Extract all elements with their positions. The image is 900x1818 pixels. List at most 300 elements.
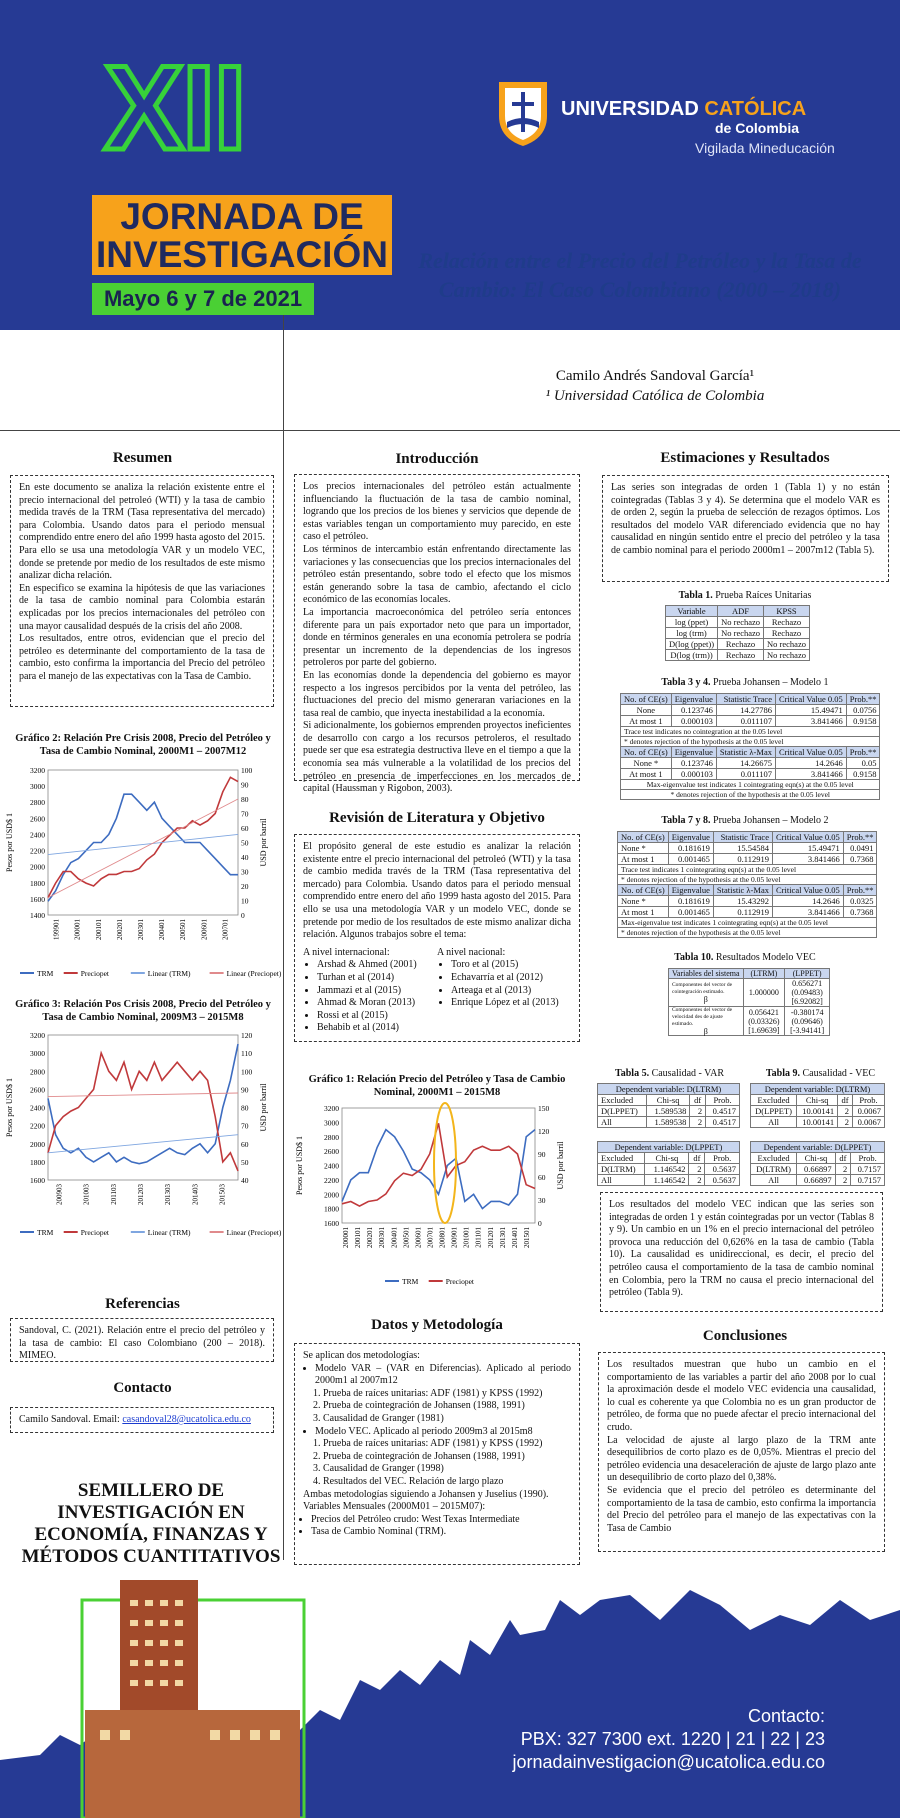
revision-text: El propósito general de este estudio es analizar la relación existente entre el precio internacional del petroleó (WTI) y la tasa de cambio medida través de la TRM (Tasa representativa del mercado) para Colombia. Usando datos para el periodo mensual comprendido entre enero del año 1999 hasta agosto del 2015. Para ello se usa una metodología VAR y un modelo VEC, donde se pretende por medio de los resultados de este mismo analizar dicha relación. Algunos trabajos sobre el tema: [303,841,571,941]
referencias-box: Sandoval, C. (2021). Relación entre el precio del petróleo y la tasa de cambio: El caso Colombiano (200 – 2018). MIMEO. [10,1318,274,1362]
x-tick-label: 200001 [342,1227,351,1248]
y2-tick-label: 90 [241,1085,249,1095]
x-tick-label: 201301 [498,1227,507,1248]
table-cell: 1.000000 [743,979,785,1007]
x-tick-label: 200601 [200,919,209,940]
y-tick-label: 2200 [30,1121,45,1131]
list-item: • Enrique López et al (2013) [451,997,571,1010]
y2-tick-label: 90 [241,780,249,790]
t10-value: (0.03326) [748,1016,780,1026]
table-cell: No rechazo [718,617,764,628]
table-note: * denotes rejection of the hypothesis at the 0.05 level [621,737,880,747]
footer-email[interactable]: jornadainvestigacion@ucatolica.edu.co [512,1752,825,1772]
table-cell: Excluded [751,1153,797,1164]
legend-label: Linear (Preciopet) [226,969,282,978]
revision-nac-list [451,959,571,1009]
conclusion-para: Se evidencia que el precio del petróleo es determinante del comportamiento de la tasa de cambio, esto confirma la importancia del Precio del petróleo para el manejo de las expectativas con la Tasa de Cambio [607,1484,876,1534]
y-tick-label: 3200 [324,1104,339,1113]
y-tick-label: 3200 [30,1031,45,1040]
y-tick-label: 1600 [324,1219,339,1228]
y-tick-label: 2800 [30,1067,45,1077]
event-name-line1: JORNADA DE [120,196,364,237]
t10-r1-label: Componentes del vector de cointegración estimado. [672,982,733,995]
tabla9-caption-text: Causalidad - VEC [800,1068,876,1079]
y2-tick-label: 30 [241,867,249,877]
table-header: Statistic λ-Max [716,747,775,758]
y2-tick-label: 150 [538,1104,550,1113]
x-tick-label: 200401 [390,1227,399,1248]
table-cell: At most 1 [618,907,669,918]
series-line-trm [48,794,238,901]
y2-tick-label: 50 [241,838,249,848]
introduccion-box [294,474,580,795]
table-header: Dependent variable: D(LTRM) [751,1084,885,1095]
revision-intl-label: A nivel internacional: [303,946,390,958]
t10-value: (0.09483) [791,988,823,997]
y-tick-label: 2600 [324,1147,339,1157]
x-tick-label: 201103 [109,1184,118,1205]
x-tick-label: 199901 [52,919,61,940]
table-cell: 1.146542 [645,1175,689,1186]
university-sub: de Colombia [715,120,800,136]
table-cell: None * [618,896,669,907]
table-cell: 2 [835,1175,851,1186]
y2-tick-label: 80 [241,795,249,804]
table-cell: 0.123746 [671,758,716,769]
table-cell: At most 1 [621,716,672,727]
y-tick-label: 2600 [30,814,45,824]
plot-frame [48,770,238,915]
legend-label: Linear (TRM) [147,969,191,978]
x-tick-label: 201401 [510,1227,519,1248]
list-item: • Echavarría et al (2012) [451,972,571,985]
table-header: ADF [718,606,764,617]
tabla5a [597,1083,740,1128]
tabla5-label: Tabla 5. [614,1068,650,1079]
x-tick-label: 200301 [137,919,145,940]
table-cell: 0.5637 [705,1164,740,1175]
y-tick-label: 2400 [30,830,45,840]
table-cell: None * [621,758,672,769]
conclusion-para: Los resultados muestran que hubo un cambio en el comportamiento de las variables a partir del año 2008 por lo cual la aproximación desde el modelo VEC evidencia una causalidad, lo cual es coherente ya que Colombia no es un gran productor de petróleo, de forma que no puede afectar el precio internacional del crudo. [607,1359,876,1433]
x-tick-label: 201403 [191,1184,200,1205]
table-cell: Chi-sq [797,1153,835,1164]
table-cell: None [621,705,672,716]
t10-value: 0.656271 [792,979,823,988]
list-item: 2. Prueba de cointegración de Johansen (1988, 1991) [323,1400,571,1413]
table-cell: All [751,1175,797,1186]
datos-vars [311,1514,571,1539]
y2-tick-label: 120 [241,1031,253,1040]
table-header: (LTRM) [743,969,785,979]
tabla1-caption-text: Prueba Raíces Unitarias [712,590,812,601]
x-tick-label: 200101 [94,919,103,940]
author-affiliation: ¹ Universidad Católica de Colombia [545,388,765,404]
x-tick-label: 201503 [218,1184,227,1205]
table-cell: 15.49471 [772,843,843,854]
x-tick-label: 200201 [366,1227,375,1248]
table-header: No. of CE(s) [621,694,672,705]
table-cell: 3.841466 [775,716,846,727]
table-cell: 14.2646 [775,758,846,769]
table-cell: 0.011107 [716,716,775,727]
footer-contact-label: Contacto: [747,1706,825,1726]
grafico1-chart [290,1103,585,1288]
x-tick-label: 201203 [137,1184,145,1205]
table-cell: Chi-sq [645,1153,689,1164]
table-cell: Prob. [705,1153,740,1164]
table-cell: 0.9158 [846,716,880,727]
table-cell: 1.146542 [645,1164,689,1175]
legend-label: Linear (Preciopet) [226,1228,282,1237]
list-item: • Behabib et al (2014) [317,1022,437,1035]
table-header: Eigenvalue [668,885,713,896]
x-tick-label: 200301 [378,1227,387,1248]
y2-tick-label: 60 [538,1173,546,1182]
table-cell: 0.66897 [797,1175,835,1186]
grafico3-chart [0,1030,284,1245]
table-cell: 0.4517 [706,1117,740,1128]
y2-tick-label: 50 [241,1157,249,1167]
table-header: Prob.** [846,747,880,758]
table-cell: All [598,1117,647,1128]
footer-phone: PBX: 327 7300 ext. 1220 | 21 | 22 | 23 [520,1729,825,1749]
table-cell: D(log (ppet)) [666,639,718,650]
list-item: 3. Causalidad de Granger (1981) [323,1413,571,1426]
author-name: Camilo Andrés Sandoval García¹ [555,368,755,384]
y2-tick-label: 70 [241,1121,249,1131]
table-cell: D(LTRM) [598,1164,645,1175]
series-line-linear-preciopet- [48,799,238,898]
x-tick-label: 201303 [164,1184,173,1205]
tabla9-label: Tabla 9. [765,1068,800,1079]
x-tick-label: 201101 [474,1227,483,1248]
datos-var-steps [323,1388,571,1426]
y2-axis-label: USD por barril [556,1141,565,1190]
tabla10-caption-text: Resultados Modelo VEC [713,952,816,963]
series-line-trm [342,1130,535,1209]
table-cell: 0.7157 [851,1175,885,1186]
university-vigilada: Vigilada Mineducación [695,140,835,156]
table-cell: 2 [690,1117,706,1128]
table-cell: All [751,1117,797,1128]
vec-results-box: Los resultados del modelo VEC indican que las series son integradas de orden 1 y están cointegradas por un vector (Tablas 8 y 9). Un cambio en un 1% en el precio internacional del petróleo provoca una reducción del 0,626% en la tasa de cambio (Tabla 10). La causalidad es unidireccional, es decir, el precio del petróleo causa el comportamiento de la tasa de cambio nominal en Colombia, pero la TRM no causa el precio internacional del petróleo (Tabla 9). [600,1192,883,1312]
table-cell: No rechazo [764,639,810,650]
legend-label: Preciopet [445,1277,475,1286]
table-header: No. of CE(s) [621,747,672,758]
revision-heading: Revisión de Literatura y Objetivo [329,810,545,826]
tabla5-caption-text: Causalidad - VAR [649,1068,724,1079]
table-cell: 0.7368 [843,854,877,865]
x-tick-label: 200701 [221,919,230,940]
table-cell: 0.181619 [668,843,713,854]
intro-para: En las economías donde la dependencia del gobierno es mayor respecto a los ingresos percibidos por la venta del petróleo, las fluctuaciones del precio del mismo generaran variaciones en la tasa real de cambio, que inyecta inestabilidad a la economía. [303,669,571,719]
table-cell: Excluded [751,1095,797,1106]
beta-symbol: β [703,995,708,1004]
table-cell: 0.4517 [706,1106,740,1117]
table-cell: 2 [838,1117,853,1128]
resumen-heading: Resumen [112,450,173,466]
list-item: • Arteaga et al (2013) [451,985,571,998]
poster-header [0,0,900,430]
legend-label: TRM [37,1228,54,1237]
y-axis-label: Pesos por USD$ 1 [5,813,14,872]
table-note: * denotes rejection of the hypothesis at the 0.05 level [621,790,880,800]
y2-tick-label: 20 [241,882,249,891]
resumen-box [10,475,274,707]
x-tick-label: 200601 [414,1227,423,1248]
university-name-a: UNIVERSIDAD [561,98,705,120]
table-cell: 15.54584 [713,843,772,854]
table-cell: 0.123746 [671,705,716,716]
list-item: • Rossi et al (2015) [317,1010,437,1023]
datos-vec [315,1426,571,1439]
event-name [92,195,392,275]
table-cell: 15.43292 [713,896,772,907]
t10-value: -0.380174 [790,1007,824,1017]
y2-tick-label: 0 [538,1219,542,1228]
table-header: Statistic λ-Max [713,885,772,896]
table-cell: Excluded [598,1153,645,1164]
table-cell: 0.0491 [843,843,877,854]
table-cell: df [835,1153,851,1164]
table-cell: No rechazo [764,650,810,661]
y-tick-label: 2200 [324,1175,339,1185]
y-tick-label: 1800 [324,1204,339,1214]
y-tick-label: 2800 [30,798,45,808]
event-name-line2: INVESTIGACIÓN [96,234,388,275]
tabla9a [750,1083,885,1128]
table-cell: 3.841466 [772,854,843,865]
legend-label: Preciopet [80,969,110,978]
table-cell [669,1007,744,1036]
y2-tick-label: 60 [241,824,249,833]
table-cell: 0.66897 [797,1164,835,1175]
x-tick-label: 200501 [179,919,188,940]
grafico1-title: Gráfico 1: Relación Precio del Petróleo y Tasa de Cambio Nominal, 2000M1 – 2015M8 [308,1074,566,1098]
table-header: No. of CE(s) [618,885,669,896]
list-item: • Modelo VEC. Aplicado al periodo 2009m3 al 2015m8 [315,1426,571,1439]
x-tick-label: 200401 [158,919,167,940]
table-cell [669,979,744,1007]
table-cell: 2 [838,1106,853,1117]
tabla5-caption [597,1068,742,1079]
table-note: * denotes rejection of the hypothesis at the 0.05 level [618,928,877,938]
resumen-para: Los resultados, entre otros, evidencian que el precio del petróleo es determinante del comportamiento de la tasa de cambio, esto confirma la importancia del Precio del petróleo para el manejo de las expectativas con la Tasa de Cambio. [19,633,265,682]
y2-axis-label: USD por barril [259,818,268,867]
table-cell [785,1007,830,1036]
table-cell: 14.2646 [772,896,843,907]
event-number: XII [104,41,245,175]
list-item: • Toro et al (2015) [451,959,571,972]
table-cell: df [838,1095,853,1106]
y2-tick-label: 80 [241,1103,249,1113]
footer-skyline [0,1560,900,1818]
legend-label: TRM [37,969,54,978]
y2-tick-label: 60 [241,1139,249,1149]
table-header: Eigenvalue [668,832,713,843]
y-tick-label: 1400 [30,911,45,920]
table-cell: At most 1 [621,769,672,780]
table-note: Max-eigenvalue test indicates 1 cointegrating eqn(s) at the 0.05 level [621,780,880,790]
conclusiones-box [598,1352,885,1552]
legend-label: Preciopet [80,1228,110,1237]
t10-value: 0.056421 [748,1007,779,1017]
datos-var [315,1363,571,1388]
event-date: Mayo 6 y 7 de 2021 [92,283,314,315]
table-note: * denotes rejection of the hypothesis at the 0.05 level [618,875,877,885]
table-cell: 3.841466 [772,907,843,918]
table-cell [785,979,830,1007]
tabla34-label: Tabla 3 y 4. [661,677,711,688]
table-cell: log (ppet) [666,617,718,628]
table-cell: 0.011107 [716,769,775,780]
list-item: 2. Prueba de cointegración de Johansen (1988, 1991) [323,1451,571,1464]
shield-icon [495,78,551,148]
contacto-box [10,1407,274,1433]
table-header: Critical Value 0.05 [775,694,846,705]
table-header: Prob.** [843,885,877,896]
contact-email-link[interactable]: casandoval28@ucatolica.edu.co [122,1414,251,1425]
t10-value: [6.92082] [791,997,823,1006]
series-line-linear-preciopet- [48,1093,238,1097]
x-tick-label: 201201 [486,1227,495,1248]
y2-tick-label: 0 [241,911,245,920]
table-cell: Prob. [851,1153,885,1164]
table-cell: 2 [690,1106,706,1117]
table-cell: 0.0067 [852,1106,884,1117]
y-tick-label: 1600 [30,894,45,904]
table-header: Statistic Trace [713,832,772,843]
y-tick-label: 1600 [30,1176,45,1185]
revision-intl-list [317,959,437,1035]
table-cell: 0.9158 [846,769,880,780]
tabla9b [750,1141,885,1186]
table-cell: 0.7157 [851,1164,885,1175]
y2-tick-label: 100 [241,766,253,775]
tabla10-label: Tabla 10. [674,952,714,963]
grafico3-title: Gráfico 3: Relación Pos Crisis 2008, Precio del Petróleo y Tasa de Cambio Nominal, 2009M3 – 2015M8 [15,999,271,1023]
y2-tick-label: 30 [538,1196,546,1205]
y-tick-label: 2000 [30,862,45,872]
datos-box [294,1343,580,1565]
table-cell: 1.589538 [646,1117,689,1128]
table-header: Dependent variable: D(LPPET) [598,1142,740,1153]
y-tick-label: 3000 [30,782,45,792]
list-item: 3. Causalidad de Granger (1998) [323,1463,571,1476]
table-cell: Prob. [852,1095,884,1106]
revision-box [294,834,580,1042]
table-header: Eigenvalue [671,747,716,758]
list-item: • Turhan et al (2014) [317,972,437,985]
datos-after: Ambas metodologías siguiendo a Johansen y Juselius (1990). [303,1488,549,1500]
y2-axis-label: USD por barril [259,1083,268,1132]
y-axis-label: Pesos por USD$ 1 [5,1078,14,1137]
datos-intro: Se aplican dos metodologías: [303,1350,420,1361]
tabla78-label: Tabla 7 y 8. [661,815,711,826]
table-note: Trace test indicates no cointegration at the 0.05 level [621,727,880,737]
grafico2-title: Gráfico 2: Relación Pre Crisis 2008, Precio del Petróleo y Tasa de Cambio Nominal, 2000M1 – 2007M12 [15,733,271,757]
table-header: Prob.** [846,694,880,705]
table-cell: 2 [835,1164,851,1175]
table-cell: D(log (trm)) [666,650,718,661]
table-header: Critical Value 0.05 [772,885,843,896]
table-header: Critical Value 0.05 [772,832,843,843]
x-tick-label: 201501 [522,1227,531,1248]
legend-label: TRM [402,1277,419,1286]
contacto-heading: Contacto [113,1380,172,1396]
table-header: No. of CE(s) [618,832,669,843]
y-tick-label: 3000 [324,1118,339,1128]
table-cell [743,1007,785,1036]
table-cell: 3.841466 [775,769,846,780]
tabla34 [620,693,880,800]
table-header: Prob.** [843,832,877,843]
tabla1-label: Tabla 1. [678,590,713,601]
y-tick-label: 2800 [324,1132,339,1142]
table-cell: No rechazo [718,628,764,639]
intro-para: Los precios internacionales del petróleo están actualmente influenciando la fluctuación de la tasa de cambio nominal, logrando que los precios de los bienes y servicios que depende de estas variables tengan un comportamiento muy parecido, en este caso el petróleo. [303,481,571,543]
table-cell: D(LPPET) [751,1106,797,1117]
tabla78-caption-text: Prueba Johansen – Modelo 2 [710,815,829,826]
revision-nac-label: A nivel nacional: [437,946,506,958]
t10-r2-label: Componentes del vector de velocidad des de ajuste estimado. [672,1007,733,1027]
resumen-para: En este documento se analiza la relación existente entre el precio internacional del petroleó (WTI) y la tasa de cambio medida través de la TRM (Tasa representativa del mercado) para Colombia. Usando datos para el periodo mensual comprendido entre enero del año 1999 hasta agosto del 2015. Para ello se usa una metodología VAR y un modelo VEC, donde se pretende por medio de los resultados de este mismo analizar dicha relación. [19,482,265,582]
tabla34-caption [600,677,890,688]
conclusiones-heading: Conclusiones [702,1328,788,1344]
y2-tick-label: 90 [538,1150,546,1159]
table-header: (LPPET) [785,969,830,979]
table-header: Dependent variable: D(LPPET) [751,1142,885,1153]
table-cell: D(LPPET) [598,1106,647,1117]
plot-frame [48,1035,238,1180]
table-cell: 15.49471 [775,705,846,716]
list-item: 1. Prueba de raíces unitarias: ADF (1981) y KPSS (1992) [323,1388,571,1401]
table-cell: 0.000103 [671,769,716,780]
y2-tick-label: 100 [241,1067,253,1077]
y-tick-label: 2400 [324,1161,339,1171]
resumen-para: En especifico se examina la hipótesis de que las variaciones de la tasa de cambio nominal para Colombia estarán explicadas por los precios internacionales del petróleo con una mayor causalidad después de la crisis del año 2008. [19,582,265,632]
table-cell: 0.7368 [843,907,877,918]
building-base [85,1710,300,1818]
footer-contact [495,1705,825,1774]
table-cell: 0.5637 [705,1175,740,1186]
table-cell: df [689,1153,705,1164]
tabla1-caption [600,590,890,601]
tabla78 [617,831,877,938]
x-tick-label: 200101 [354,1227,363,1248]
y2-tick-label: 40 [241,1176,249,1185]
table-header: Eigenvalue [671,694,716,705]
table-cell: At most 1 [618,854,669,865]
y-tick-label: 3200 [30,766,45,775]
table-cell: 10.00141 [797,1106,838,1117]
y2-tick-label: 110 [241,1049,252,1059]
y-tick-label: 2400 [30,1103,45,1113]
intro-para: Los términos de intercambio están enfrentando directamente las variaciones y las consecuencias que los precios internacionales del petróleo están presentando, sobre todo el efecto que los mismos están generando sobre la tasa de cambio, afectando el ciclo económico de las economías locales. [303,543,571,606]
poster-title: Relación entre el Precio del Petróleo y la Tasa de Cambio: El Caso Colombiano (2000 – 2018) [418,248,862,302]
table-header: Statistic Trace [716,694,775,705]
series-line-preciopet [48,1053,238,1171]
introduccion-heading: Introducción [395,451,479,467]
table-cell: Chi-sq [646,1095,689,1106]
header-divider [0,430,900,431]
datos-vec-steps [323,1438,571,1488]
table-header: KPSS [764,606,810,617]
list-item: 1. Prueba de raíces unitarias: ADF (1981) y KPSS (1992) [323,1438,571,1451]
table-header: Dependent variable: D(LTRM) [598,1084,740,1095]
table-header: Critical Value 0.05 [775,747,846,758]
